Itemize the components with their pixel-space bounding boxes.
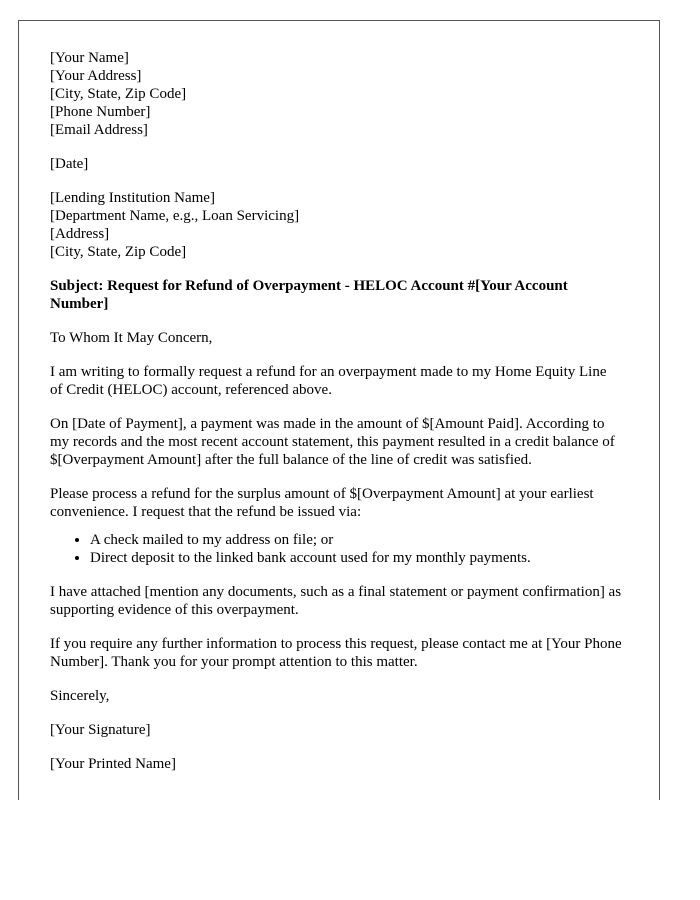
signoff: Sincerely, <box>50 688 110 704</box>
refund-option-check: • A check mailed to my address on file; or <box>90 531 622 549</box>
letter-date: [Date] <box>50 156 89 172</box>
recipient-department: [Department Name, e.g., Loan Servicing] <box>50 208 300 224</box>
recipient-institution: [Lending Institution Name] <box>50 190 215 206</box>
refund-options-list <box>50 531 622 567</box>
sender-email: [Email Address] <box>50 122 148 138</box>
body-paragraph-intro: I am writing to formally request a refund for an overpayment made to my Home Equity Line of Credit (HELOC) account, referenced above. <box>50 364 607 398</box>
sender-city-state-zip: [City, State, Zip Code] <box>50 86 187 102</box>
salutation: To Whom It May Concern, <box>50 330 213 346</box>
body-paragraph-payment-details: On [Date of Payment], a payment was made in the amount of $[Amount Paid]. According to my records and the most recent account statement, this payment resulted in a credit balance of $[Overpayment Amount] after the full balance of the line of credit was satisfied. <box>50 416 615 468</box>
sender-name: [Your Name] <box>50 50 129 66</box>
letter-content <box>50 49 622 789</box>
recipient-block <box>50 189 622 261</box>
sender-block <box>50 49 622 139</box>
recipient-city-state-zip: [City, State, Zip Code] <box>50 244 187 260</box>
signature: [Your Signature] <box>50 722 151 738</box>
body-paragraph-contact: If you require any further information to process this request, please contact me at [Your Phone Number]. Thank you for your prompt attention to this matter. <box>50 636 622 670</box>
sender-address: [Your Address] <box>50 68 142 84</box>
printed-name: [Your Printed Name] <box>50 756 176 772</box>
sender-phone: [Phone Number] <box>50 104 151 120</box>
refund-option-direct-deposit: • Direct deposit to the linked bank account used for my monthly payments. <box>90 549 622 567</box>
recipient-address: [Address] <box>50 226 110 242</box>
body-paragraph-refund-request: Please process a refund for the surplus amount of $[Overpayment Amount] at your earliest convenience. I request that the refund be issued via: <box>50 486 594 520</box>
subject-line: Subject: Request for Refund of Overpayment - HELOC Account #[Your Account Number] <box>50 278 568 312</box>
letter-page <box>18 20 660 800</box>
body-paragraph-attachments: I have attached [mention any documents, such as a final statement or payment confirmation] as supporting evidence of this overpayment. <box>50 584 622 618</box>
